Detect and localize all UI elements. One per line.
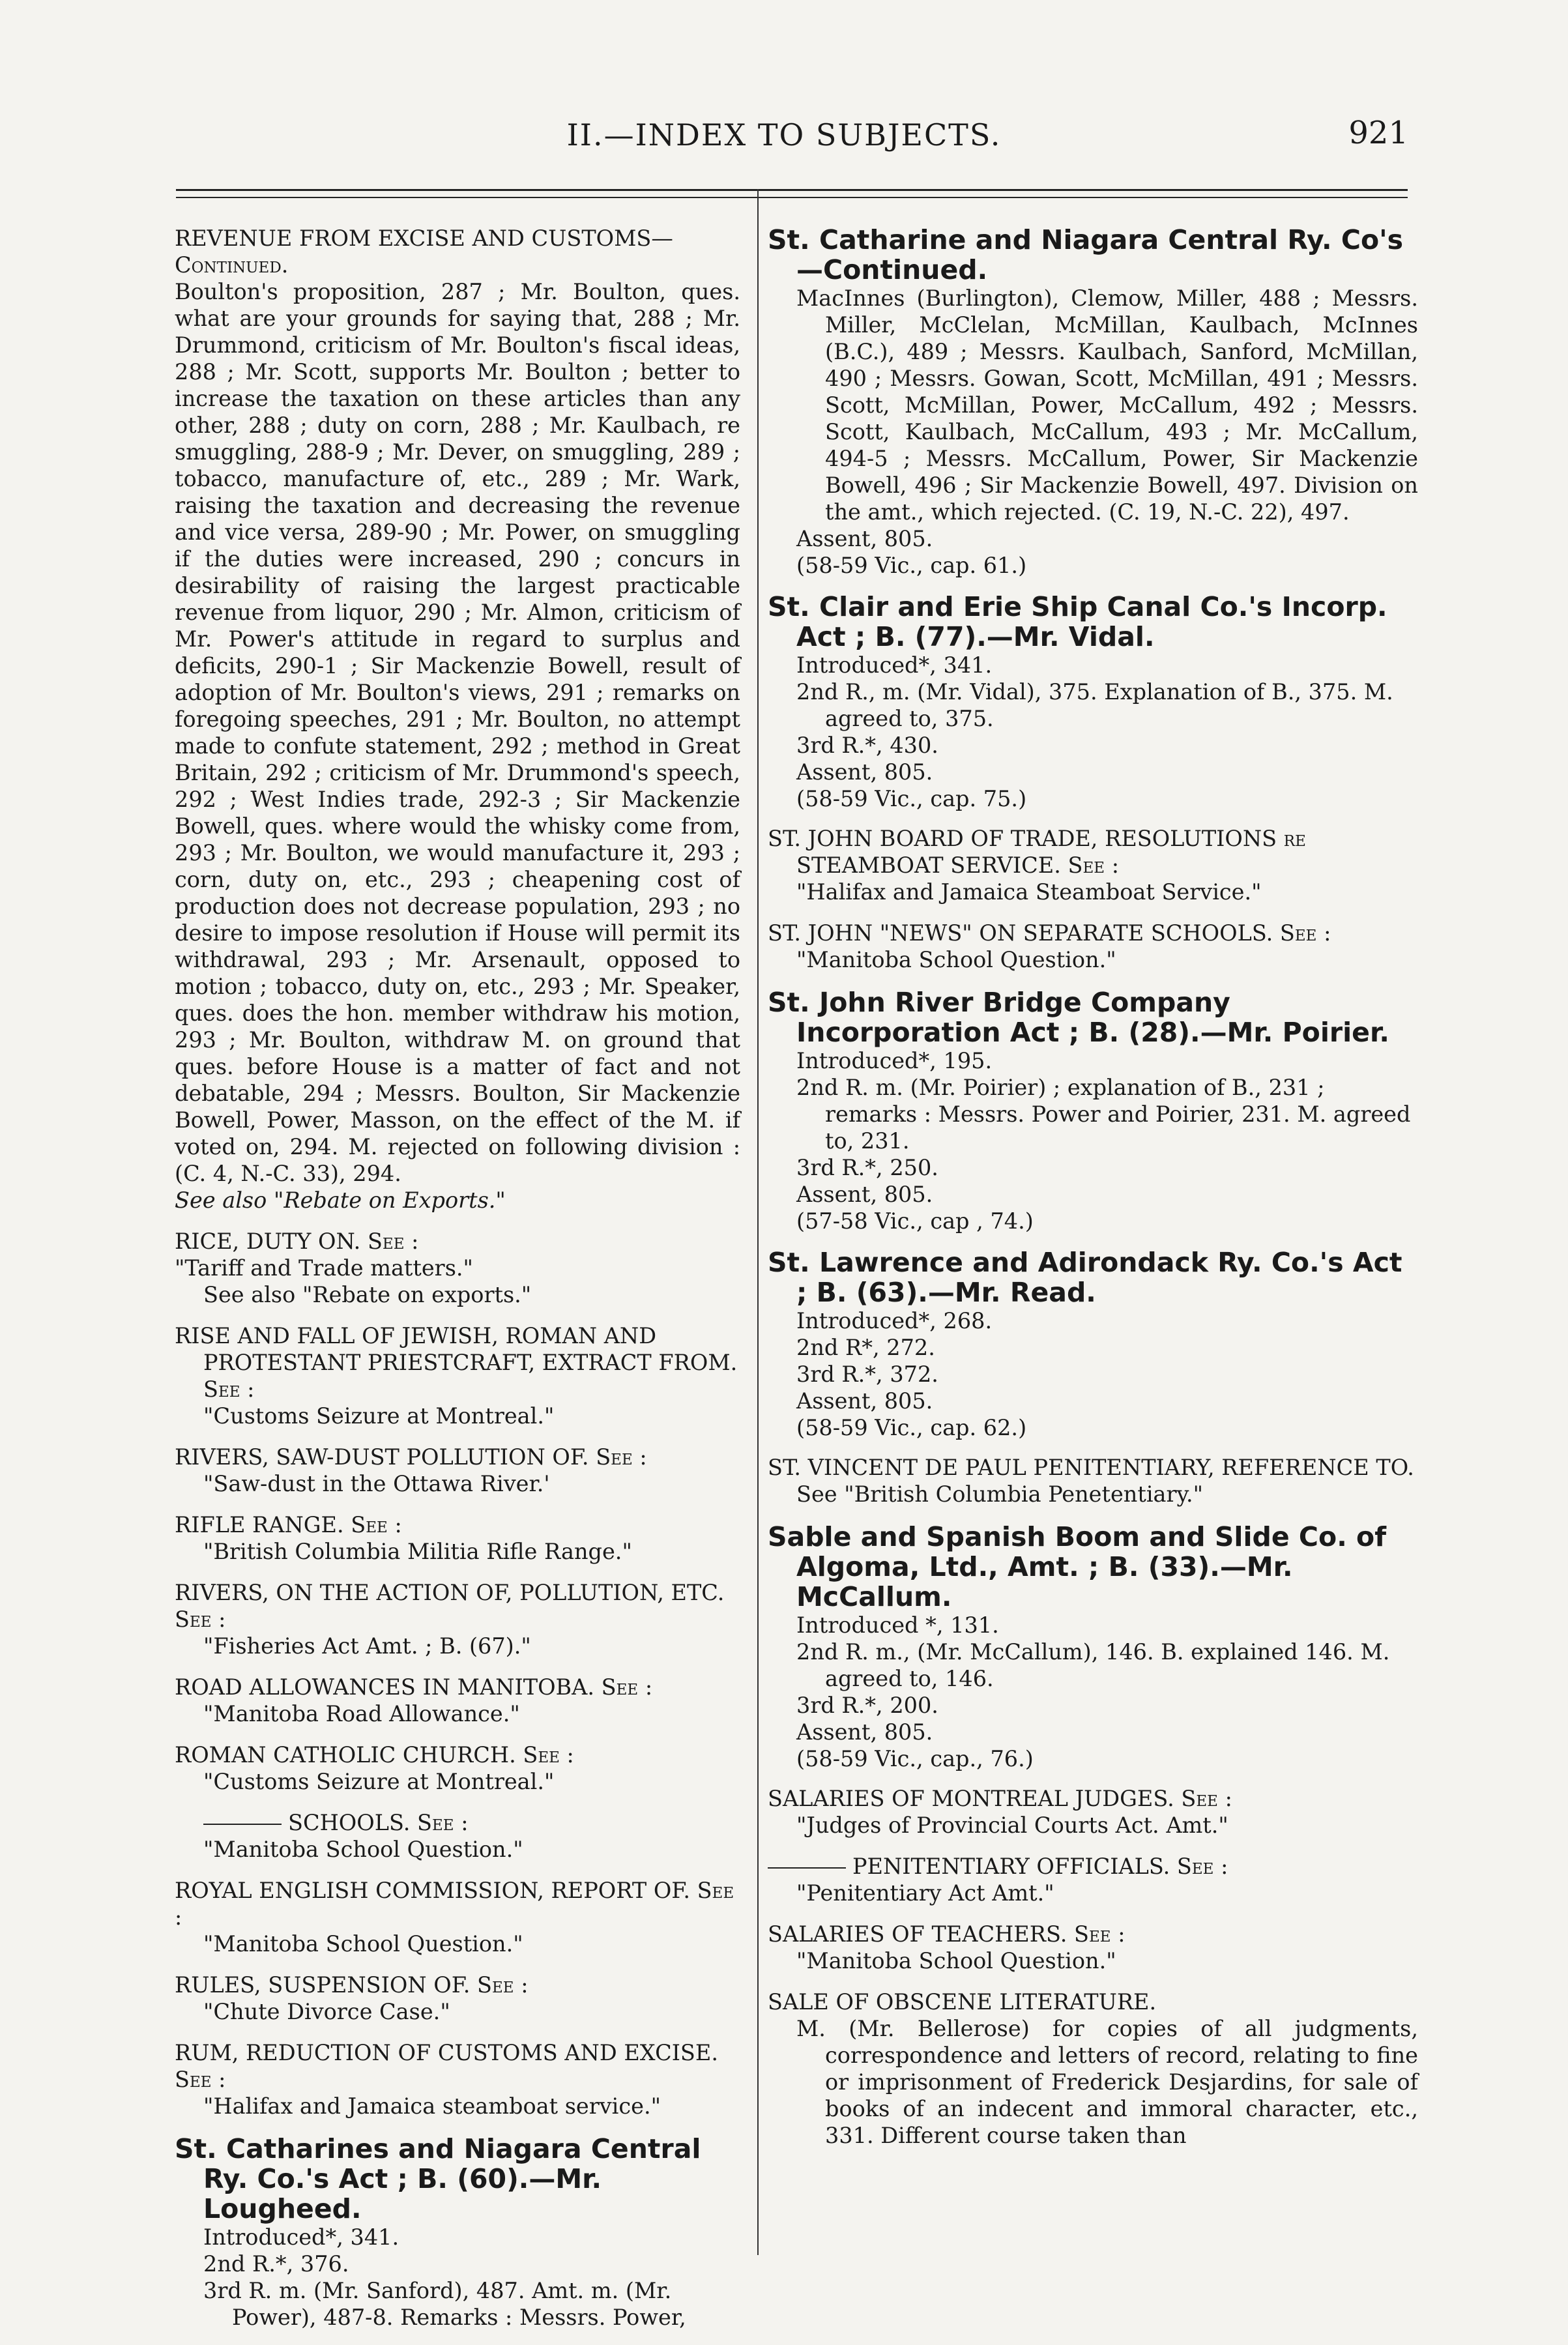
bill-heading: St. Catharine and Niagara Central Ry. Co's—Continued.	[768, 224, 1404, 285]
bill-step: 3rd R.*, 200.	[796, 1693, 938, 1718]
bill-step: (58-59 Vic., cap. 62.)	[796, 1415, 1027, 1440]
cross-reference: "Customs Seizure at Montreal."	[203, 1403, 555, 1429]
cross-reference: "Manitoba Road Allowance."	[203, 1701, 520, 1726]
entry-heading: ST. JOHN "NEWS" ON SEPARATE SCHOOLS. See :	[768, 920, 1331, 946]
entry-heading: ROAD ALLOWANCES IN MANITOBA. See :	[175, 1674, 653, 1700]
page-number: 921	[1348, 115, 1408, 151]
bill-step: 2nd R., m. (Mr. Vidal), 375. Explanation of B., 375. M. agreed to, 375.	[796, 679, 1393, 731]
bill-step: Introduced*, 341.	[796, 652, 993, 678]
bill-step: Introduced*, 195.	[796, 1048, 993, 1073]
bill-step: 3rd R. m. (Mr. Sanford), 487. Amt. m. (Mr. Power), 487-8. Remarks : Messrs. Power,	[203, 2278, 686, 2330]
bill-step: (57-58 Vic., cap , 74.)	[796, 1208, 1034, 1234]
cross-reference: "Saw-dust in the Ottawa River.'	[203, 1471, 550, 1496]
entry-heading: SALE OF OBSCENE LITERATURE.	[768, 1989, 1157, 2015]
bill-step: Introduced*, 341.	[203, 2224, 399, 2250]
column-divider	[757, 189, 759, 2255]
cross-reference: "Halifax and Jamaica Steamboat Service."	[796, 879, 1262, 905]
bill-step: Introduced*, 268.	[796, 1308, 993, 1333]
entry-heading: RIFLE RANGE. See :	[175, 1512, 402, 1537]
cross-reference: "Tariff and Trade matters."	[175, 1255, 473, 1281]
bill-step: 2nd R.*, 376.	[203, 2251, 349, 2277]
entry-heading: RICE, DUTY ON. See :	[175, 1229, 419, 1254]
bill-step: (58-59 Vic., cap., 76.)	[796, 1746, 1034, 1771]
cross-reference: "Manitoba School Question."	[796, 1948, 1116, 1974]
cross-reference: See also "Rebate on exports."	[203, 1282, 532, 1307]
bill-step: Introduced *, 131.	[796, 1612, 999, 1638]
entry-heading: SALARIES OF MONTREAL JUDGES. See :	[768, 1786, 1232, 1811]
entry-heading: SCHOOLS. See :	[288, 1810, 469, 1835]
entry-heading: SALARIES OF TEACHERS. See :	[768, 1921, 1125, 1947]
bill-heading: St. Catharines and Niagara Central Ry. Co.'s Act ; B. (60).—Mr. Lougheed.	[175, 2133, 701, 2224]
header-rule	[176, 189, 1408, 191]
entry-heading: RULES, SUSPENSION OF. See :	[175, 1972, 529, 1998]
bill-heading: St. Lawrence and Adirondack Ry. Co.'s Act ; B. (63).—Mr. Read.	[768, 1247, 1402, 1308]
entry-heading: RIVERS, SAW-DUST POLLUTION OF. See :	[175, 1444, 647, 1470]
page-header: II.—INDEX TO SUBJECTS.	[566, 117, 1002, 153]
ditto-dash	[203, 1824, 282, 1825]
cross-reference: "Chute Divorce Case."	[203, 1999, 450, 2024]
cross-reference: "Penitentiary Act Amt."	[796, 1880, 1054, 1906]
cross-reference: "Manitoba School Question."	[203, 1931, 523, 1957]
cross-reference: "Customs Seizure at Montreal."	[203, 1769, 555, 1794]
cross-reference: "Manitoba School Question."	[796, 947, 1116, 972]
bill-step: Assent, 805.	[796, 759, 933, 785]
bill-step: 2nd R. m. (Mr. Poirier) ; explanation of B., 231 ; remarks : Messrs. Power and Poirier, 231. M. agreed to, 231.	[796, 1075, 1411, 1154]
bill-step: Assent, 805.	[796, 1388, 933, 1414]
entry-heading: RIVERS, ON THE ACTION OF, POLLUTION, ETC. See :	[175, 1580, 725, 1632]
entry-body: M. (Mr. Bellerose) for copies of all judgments, correspondence and letters of record, relating to fine or imprisonment of Frederick Desjardins, for sale of books of an indecent and immoral character, etc., 331. Different course taken than	[796, 2016, 1418, 2148]
bill-heading: Sable and Spanish Boom and Slide Co. of Algoma, Ltd., Amt. ; B. (33).—Mr. McCallum.	[768, 1521, 1387, 1612]
entry-heading: ST. JOHN BOARD OF TRADE, RESOLUTIONS re STEAMBOAT SERVICE. See :	[768, 826, 1306, 878]
bill-step: (58-59 Vic., cap. 61.)	[796, 553, 1027, 578]
left-column	[175, 225, 740, 2331]
entry-heading: PENITENTIARY OFFICIALS. See :	[852, 1854, 1228, 1879]
cross-reference: "Fisheries Act Amt. ; B. (67)."	[203, 1633, 531, 1659]
bill-step: 2nd R*, 272.	[796, 1335, 935, 1360]
see-also: See also "Rebate on Exports."	[175, 1187, 506, 1213]
right-column	[768, 225, 1418, 2149]
entry-heading: REVENUE FROM EXCISE AND CUSTOMS—Continued.	[175, 226, 673, 278]
entry-heading: RUM, REDUCTION OF CUSTOMS AND EXCISE. See :	[175, 2040, 718, 2092]
entry-heading: RISE AND FALL OF JEWISH, ROMAN AND PROTESTANT PRIESTCRAFT, EXTRACT FROM. See :	[175, 1323, 738, 1402]
bill-body: MacInnes (Burlington), Clemow, Miller, 488 ; Messrs. Miller, McClelan, McMillan, Kaulbach, McInnes (B.C.), 489 ; Messrs. Kaulbach, Sanford, McMillan, 490 ; Messrs. Gowan, Scott, McMillan, 491 ; Messrs. Scott, McMillan, Power, McCallum, 492 ; Messrs. Scott, Kaulbach, McCallum, 493 ; Mr. McCallum, 494-5 ; Messrs. McCallum, Power, Sir Mackenzie Bowell, 496 ; Sir Mackenzie Bowell, 497. Division on the amt., which rejected. (C. 19, N.-C. 22), 497.	[796, 285, 1418, 525]
cross-reference: See "British Columbia Penetentiary."	[796, 1481, 1204, 1507]
cross-reference: "Halifax and Jamaica steamboat service."	[203, 2093, 661, 2119]
entry-heading: ST. VINCENT DE PAUL PENITENTIARY, REFERENCE TO.	[768, 1455, 1414, 1480]
header-rule-double	[176, 197, 1408, 198]
entry-heading: ROYAL ENGLISH COMMISSION, REPORT OF. See :	[175, 1878, 734, 1930]
cross-reference: "British Columbia Militia Rifle Range."	[203, 1539, 632, 1564]
entry-body: Boulton's proposition, 287 ; Mr. Boulton, ques. what are your grounds for saying that, 288 ; Mr. Drummond, criticism of Mr. Boulton's fiscal ideas, 288 ; Mr. Scott, supports Mr. Boulton ; better to increase the taxation on these articles than any other, 288 ; duty on corn, 288 ; Mr. Kaulbach, re smuggling, 288-9 ; Mr. Dever, on smuggling, 289 ; tobacco, manufacture of, etc., 289 ; Mr. Wark, raising the taxation and decreasing the revenue and vice versa, 289-90 ; Mr. Power, on smuggling if the duties were increased, 290 ; concurs in desirability of raising the largest practicable revenue from liquor, 290 ; Mr. Almon, criticism of Mr. Power's attitude in regard to surplus and deficits, 290-1 ; Sir Mackenzie Bowell, result of adoption of Mr. Boulton's views, 291 ; remarks on foregoing speeches, 291 ; Mr. Boulton, no attempt made to confute statement, 292 ; method in Great Britain, 292 ; criticism of Mr. Drummond's speech, 292 ; West Indies trade, 292-3 ; Sir Mackenzie Bowell, ques. where would the whisky come from, 293 ; Mr. Boulton, we would manufacture it, 293 ; corn, duty on, etc., 293 ; cheapening cost of production does not decrease population, 293 ; no desire to impose resolution if House will permit its withdrawal, 293 ; Mr. Arsenault, opposed to motion ; tobacco, duty on, etc., 293 ; Mr. Speaker, ques. does the hon. member withdraw his motion, 293 ; Mr. Boulton, withdraw M. on ground that ques. before House is a matter of fact and not debatable, 294 ; Messrs. Boulton, Sir Mackenzie Bowell, Power, Masson, on the effect of the M. if voted on, 294. M. rejected on following division : (C. 4, N.-C. 33), 294.	[175, 279, 740, 1186]
bill-step: (58-59 Vic., cap. 75.)	[796, 786, 1027, 811]
bill-heading: St. John River Bridge Company Incorporation Act ; B. (28).—Mr. Poirier.	[768, 987, 1389, 1048]
bill-step: Assent, 805.	[796, 1182, 933, 1207]
bill-step: Assent, 805.	[796, 526, 933, 551]
bill-step: 3rd R.*, 372.	[796, 1362, 938, 1387]
bill-step: 3rd R.*, 430.	[796, 733, 938, 758]
bill-step: Assent, 805.	[796, 1719, 933, 1745]
cross-reference: "Judges of Provincial Courts Act. Amt."	[796, 1813, 1228, 1838]
bill-heading: St. Clair and Erie Ship Canal Co.'s Incorp. Act ; B. (77).—Mr. Vidal.	[768, 591, 1387, 652]
entry-heading: ROMAN CATHOLIC CHURCH. See :	[175, 1742, 574, 1768]
ditto-dash	[768, 1867, 846, 1869]
bill-step: 2nd R. m., (Mr. McCallum), 146. B. explained 146. M. agreed to, 146.	[796, 1639, 1390, 1691]
cross-reference: "Manitoba School Question."	[203, 1837, 523, 1862]
bill-step: 3rd R.*, 250.	[796, 1155, 938, 1180]
